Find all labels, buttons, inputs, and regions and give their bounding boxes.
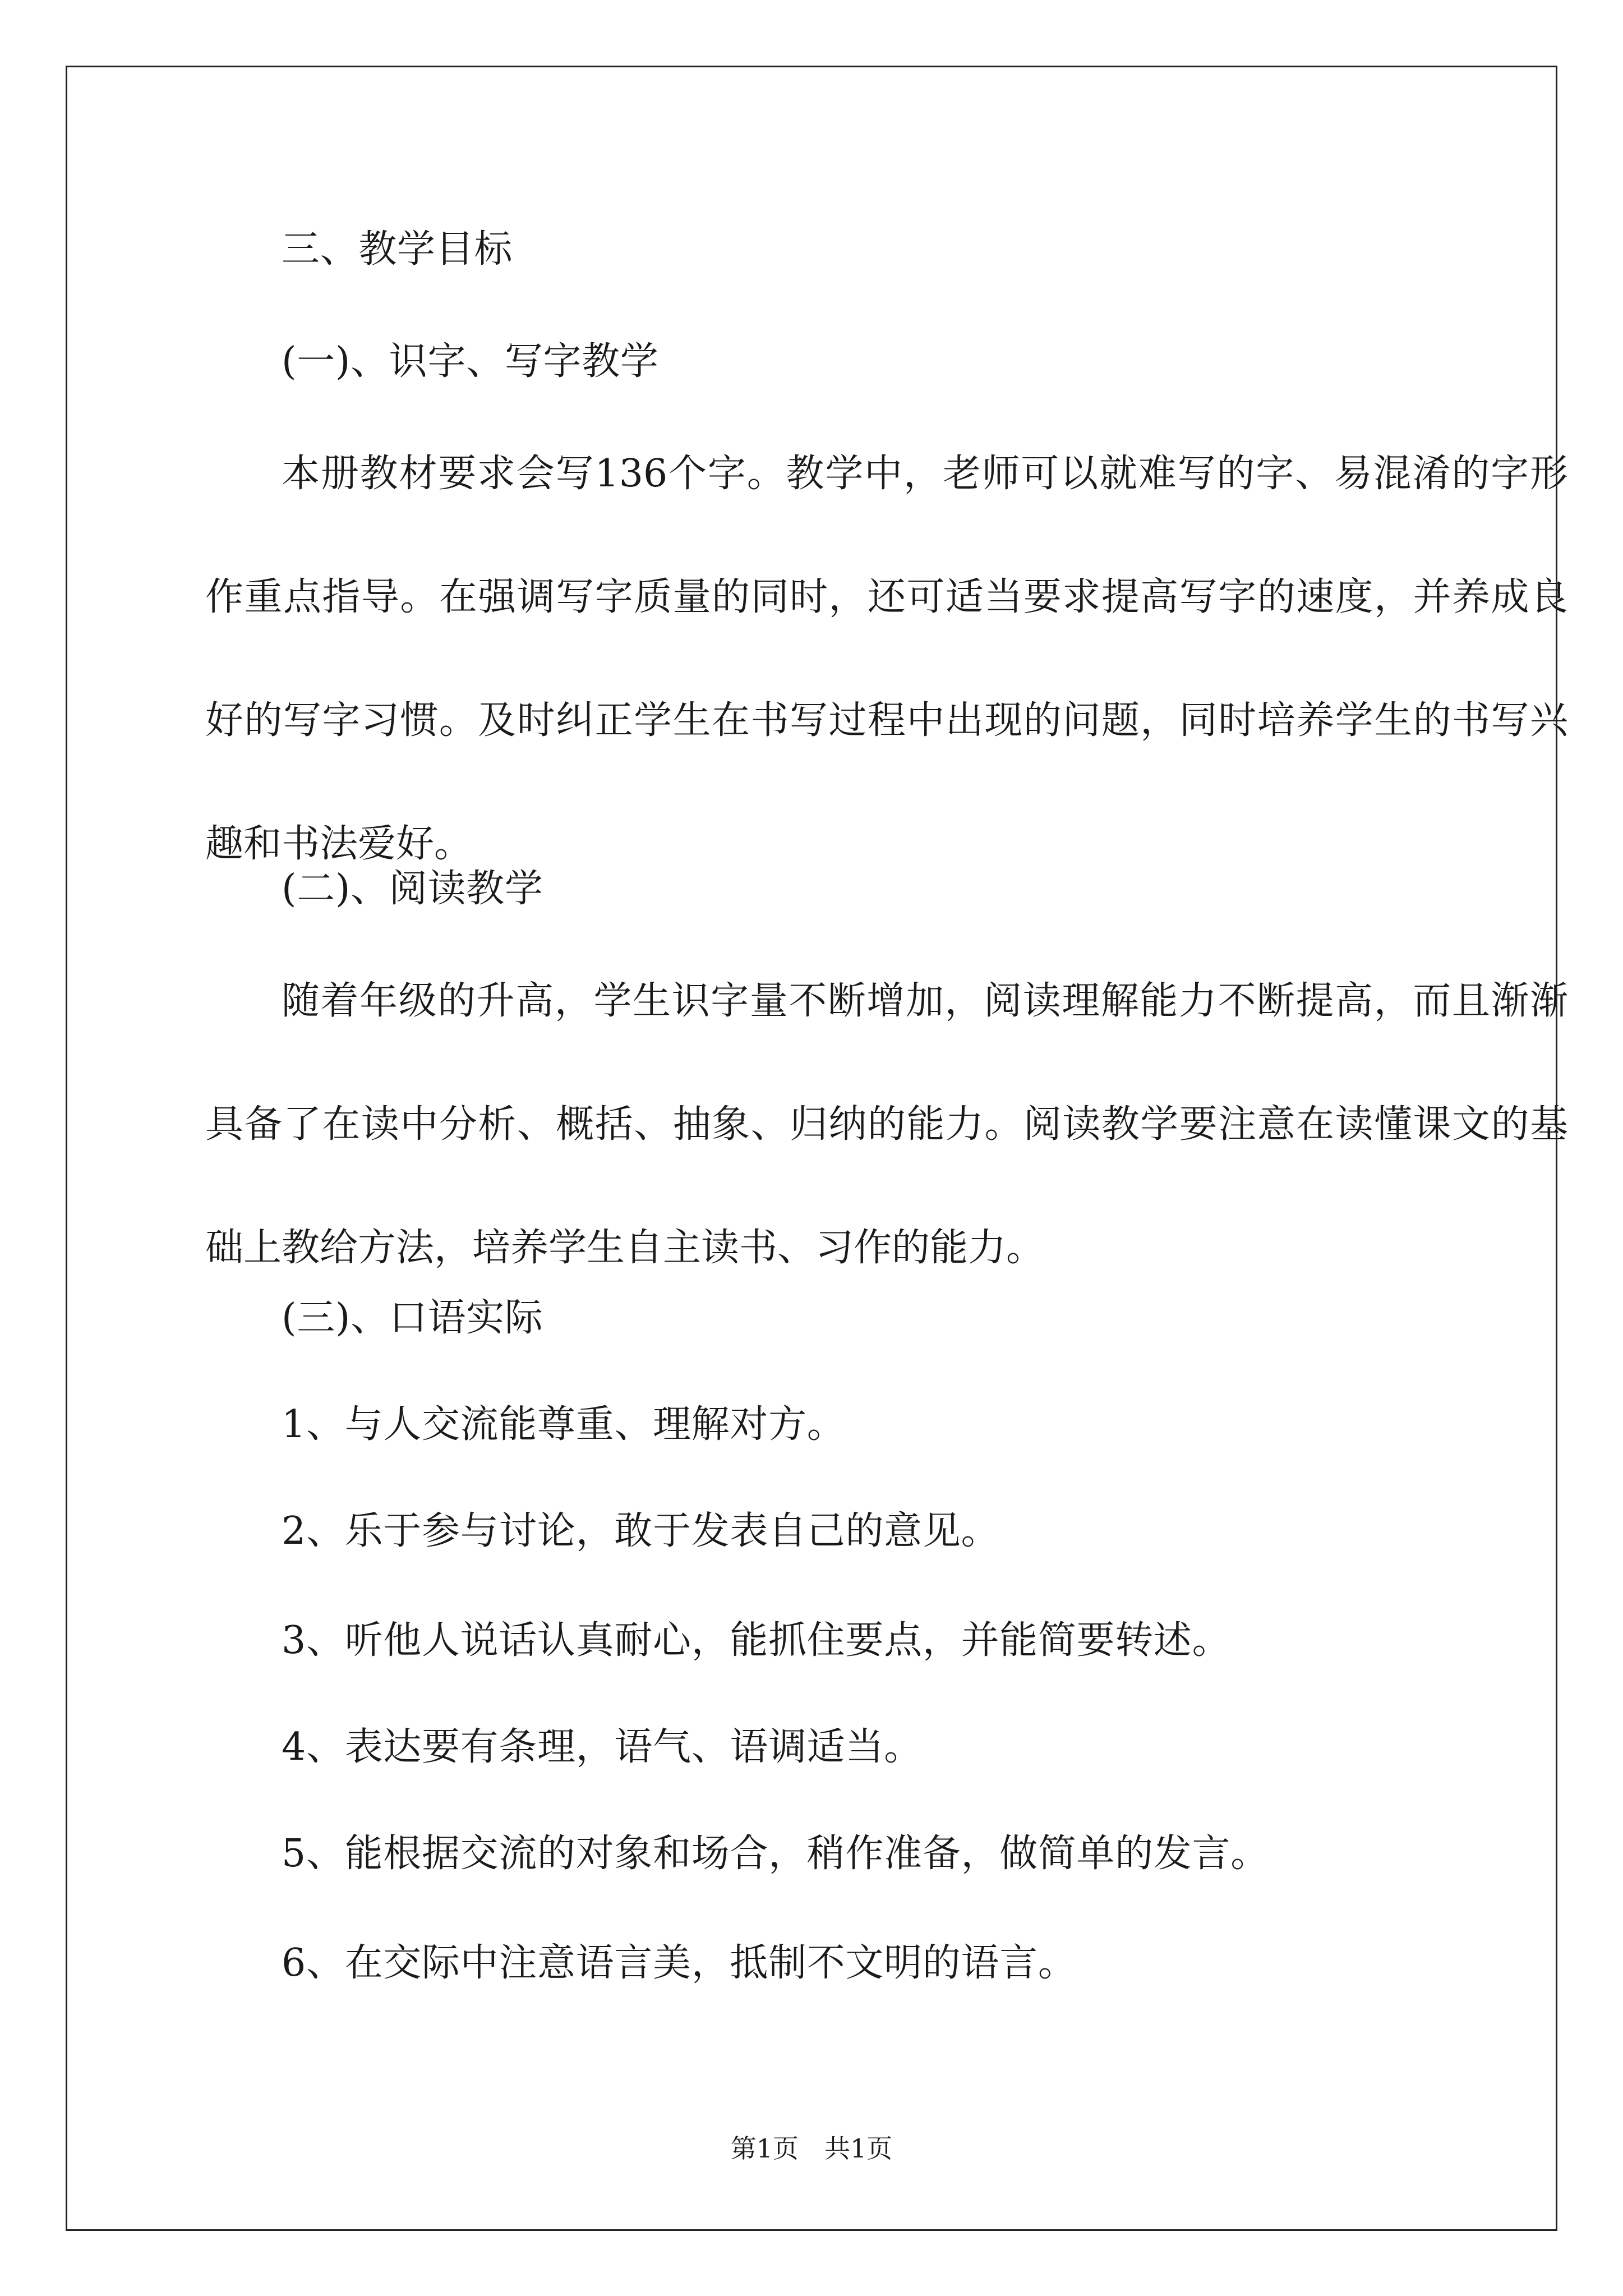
list-item: 3、听他人说话认真耐心，能抓住要点，并能简要转述。 bbox=[282, 1618, 1231, 1663]
paragraph-literacy: 本册教材要求会写136个字。教学中，老师可以就难写的字、易混淆的字形作重点指导。在强调写字质量的同时，还可适当要求提高写字的速度，并养成良好的写字习惯。及时纠正学生在书写过程中出现的问题，同时培养学生的书写兴趣和书法爱好。 bbox=[205, 452, 1568, 866]
list-item: 2、乐于参与讨论，敢于发表自己的意见。 bbox=[282, 1509, 1000, 1553]
paragraph-reading: 随着年级的升高，学生识字量不断增加，阅读理解能力不断提高，而且渐渐具备了在读中分析、概括、抽象、归纳的能力。阅读教学要注意在读懂课文的基础上教给方法，培养学生自主读书、习作的能力。 bbox=[205, 979, 1568, 1270]
subsection-heading-reading: (二)、阅读教学 bbox=[282, 867, 543, 911]
section-heading-teaching-goals: 三、教学目标 bbox=[282, 227, 513, 272]
list-item: 4、表达要有条理，语气、语调适当。 bbox=[282, 1725, 923, 1769]
list-item: 1、与人交流能尊重、理解对方。 bbox=[282, 1402, 846, 1447]
list-item: 6、在交际中注意语言美，抵制不文明的语言。 bbox=[282, 1941, 1077, 1985]
page-number: 第1页 共1页 bbox=[730, 2133, 893, 2164]
subsection-heading-oral: (三)、口语实际 bbox=[282, 1296, 543, 1340]
subsection-heading-literacy: (一)、识字、写字教学 bbox=[282, 339, 659, 384]
list-item: 5、能根据交流的对象和场合，稍作准备，做简单的发言。 bbox=[282, 1832, 1269, 1876]
